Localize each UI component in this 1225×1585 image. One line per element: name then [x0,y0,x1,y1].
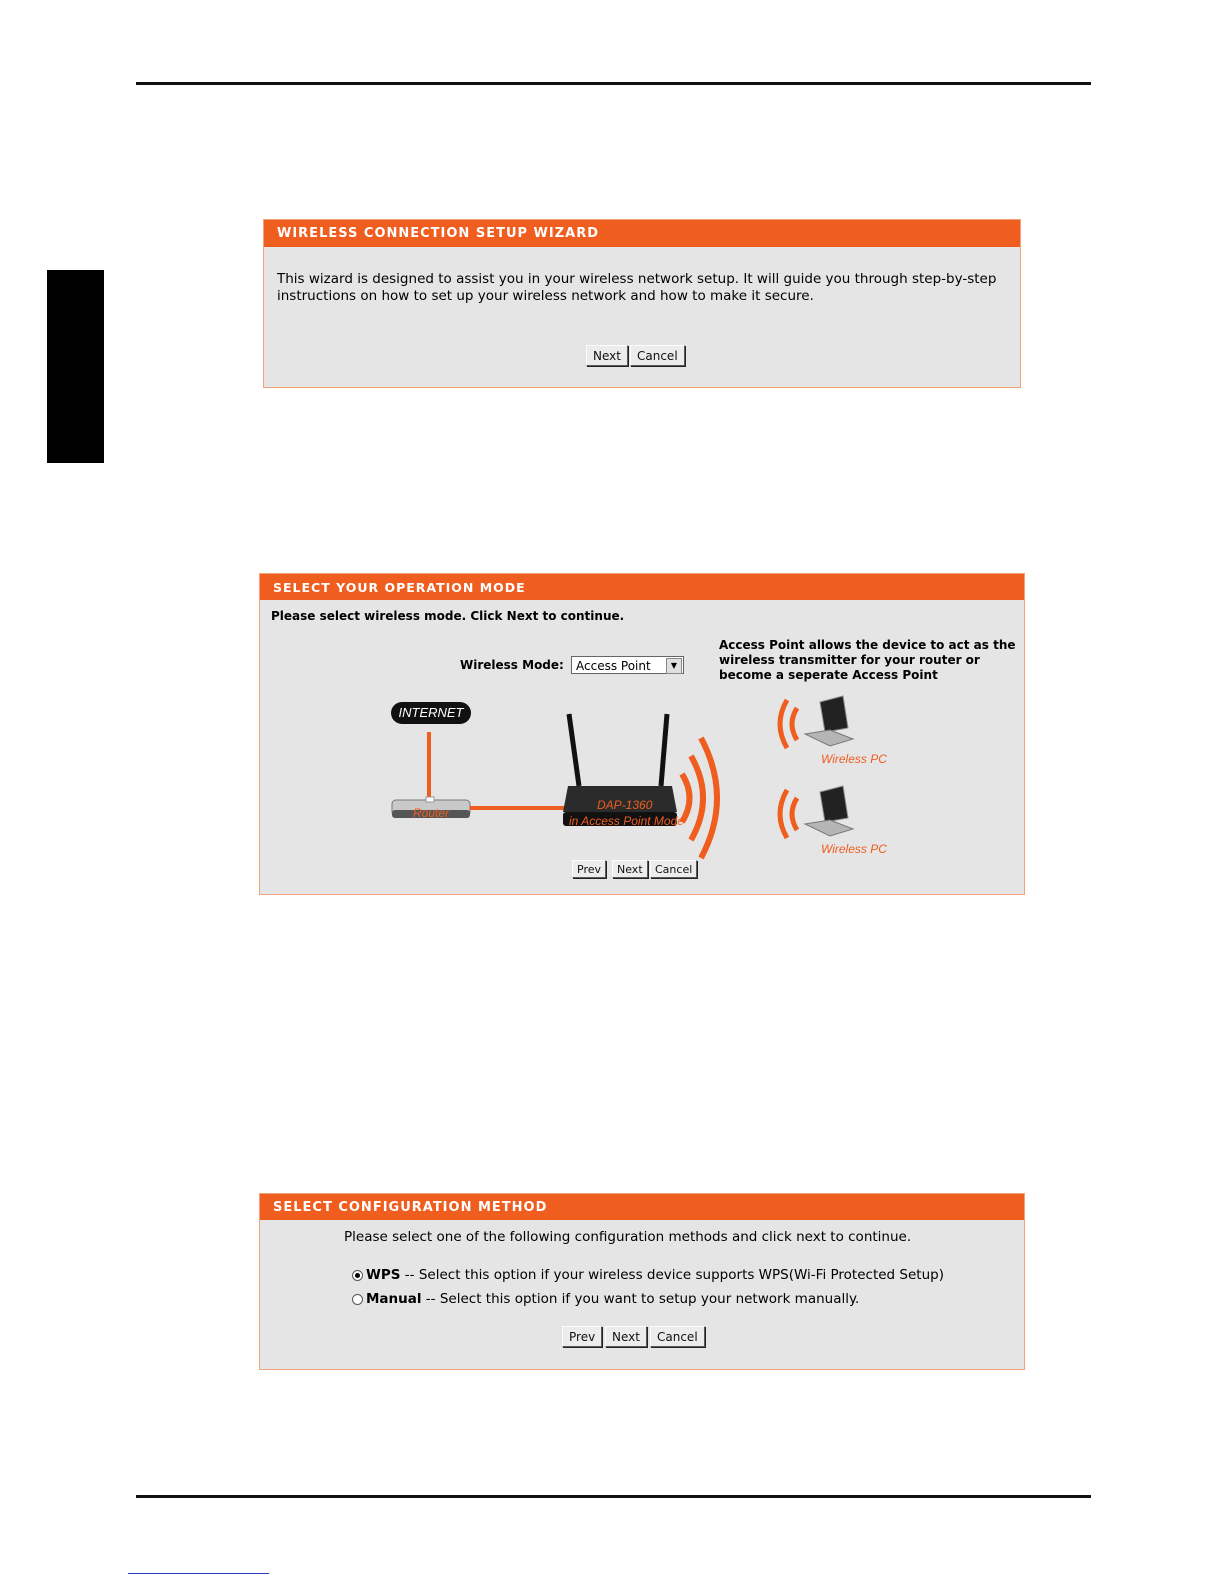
instruction-text: Please select one of the following configuration methods and click next to continue. [344,1229,912,1245]
panel-title: SELECT CONFIGURATION METHOD [260,1194,1024,1220]
cancel-button[interactable]: Cancel [650,860,697,878]
device-model-label: DAP-1360 [597,798,653,812]
device-mode-label: in Access Point Mode [569,814,684,828]
manual-option-desc: -- Select this option if you want to setup your network manually. [421,1291,860,1307]
router-label: Router [413,806,450,820]
manual-radio[interactable] [352,1294,363,1305]
cancel-button[interactable]: Cancel [630,345,685,366]
footer-link-underline [128,1573,269,1574]
setup-wizard-panel [263,219,1021,388]
side-section-tab [47,270,104,463]
cancel-button[interactable]: Cancel [650,1326,705,1347]
instruction-text: Please select wireless mode. Click Next to continue. [271,609,625,623]
operation-mode-panel [259,573,1025,895]
next-button[interactable]: Next [612,860,648,878]
wps-radio[interactable] [352,1270,363,1281]
selected-mode-value: Access Point [576,659,651,673]
internet-label: INTERNET [398,705,464,720]
wizard-description: This wizard is designed to assist you in your wireless network setup. It will guide you through step-by-step instructions on how to set up your wireless network and how to make it secure. [277,271,997,304]
next-button[interactable]: Next [586,345,628,366]
next-button[interactable]: Next [605,1326,647,1347]
bottom-rule [136,1495,1091,1498]
wps-option-desc: -- Select this option if your wireless device supports WPS(Wi-Fi Protected Setup) [400,1267,944,1283]
manual-option-name: Manual [366,1291,422,1307]
wps-option-name: WPS [366,1267,401,1283]
wireless-mode-select[interactable] [571,656,684,674]
top-rule [136,82,1091,85]
wireless-mode-label: Wireless Mode: [460,658,564,672]
network-diagram-graphic [385,694,1025,864]
configuration-method-panel [259,1193,1025,1370]
internet-badge [391,702,471,724]
wireless-pc-label: Wireless PC [821,842,887,856]
mode-description: Access Point allows the device to act as the wireless transmitter for your router or become a seperate Access Point [719,638,1016,682]
prev-button[interactable]: Prev [572,860,606,878]
prev-button[interactable]: Prev [562,1326,602,1347]
panel-title: WIRELESS CONNECTION SETUP WIZARD [264,220,1020,247]
network-diagram [385,694,900,864]
wireless-pc-label: Wireless PC [821,752,887,766]
manual-option-text [366,1290,859,1308]
panel-title: SELECT YOUR OPERATION MODE [260,574,1024,600]
wps-option-text [366,1266,944,1284]
chevron-down-icon[interactable]: ▼ [666,658,682,674]
